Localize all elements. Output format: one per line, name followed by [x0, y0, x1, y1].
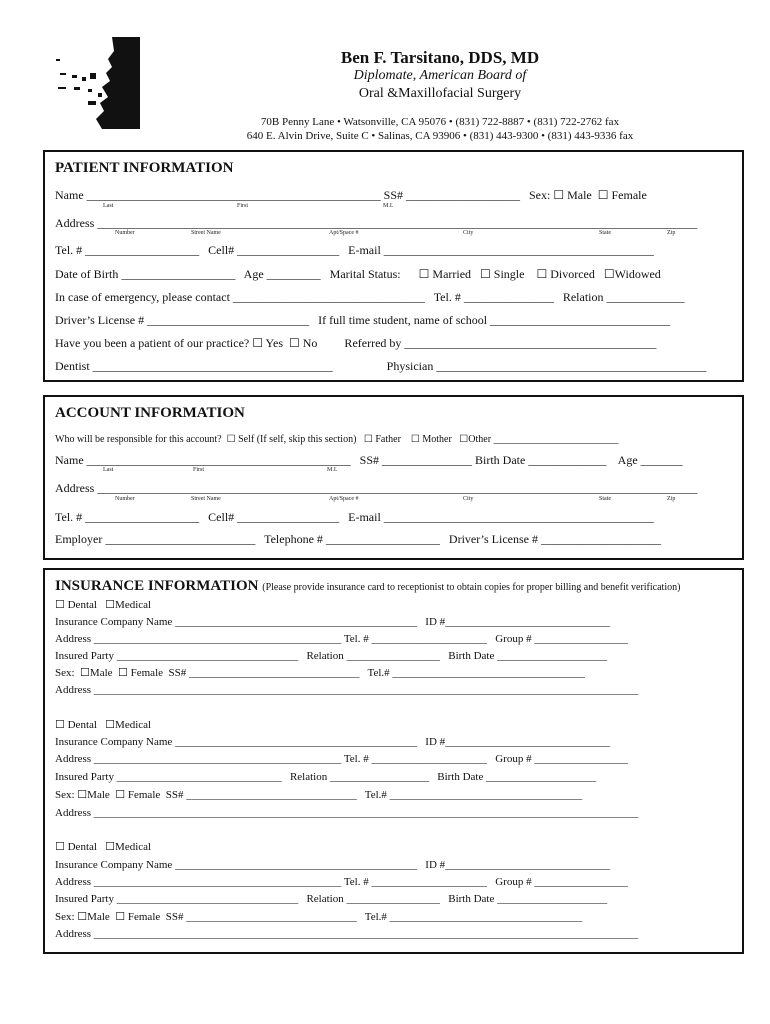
address-row[interactable]: Address _____________________________________________ Tel. # _____________________ Group # _________________ — [55, 633, 628, 645]
section-note: (Please provide insurance card to receptionist to obtain copies for proper billing and benefit verification) — [262, 582, 681, 593]
company-row[interactable]: Insurance Company Name ____________________________________________ ID #______________________________ — [55, 736, 611, 748]
dentist-row[interactable]: Dentist ________________________________________ Physician _____________________________________________ — [55, 359, 707, 373]
insured-party-row[interactable]: Insured Party _________________________________ Relation _________________ Birth Date ____________________ — [55, 893, 608, 905]
doctor-name: Ben F. Tarsitano, DDS, MD — [340, 48, 540, 67]
section-title-text: INSURANCE INFORMATION — [55, 578, 259, 594]
address-row[interactable]: Address ____________________________________________________________________________________________________ — [55, 481, 698, 495]
label-zip: Zip — [667, 496, 676, 502]
office-address-watsonville: 70B Penny Lane • Watsonville, CA 95076 • (831) 722-8887 • (831) 722-2762 fax — [260, 116, 620, 128]
address-row[interactable]: Address ___________________________________________________________________________________________________ — [55, 928, 639, 940]
label-city: City — [463, 230, 474, 236]
address-row[interactable]: Address ____________________________________________________________________________________________________ — [55, 216, 698, 230]
coverage-type-row[interactable]: ☐ Dental ☐Medical — [55, 719, 152, 731]
company-row[interactable]: Insurance Company Name ____________________________________________ ID #______________________________ — [55, 859, 611, 871]
coverage-type-row[interactable]: ☐ Dental ☐Medical — [55, 599, 152, 611]
label-street-name: Street Name — [191, 230, 221, 236]
patient-information-section — [43, 150, 744, 382]
name-row[interactable]: Name ____________________________________________ SS# _______________ Birth Date _____________ Age _______ — [55, 453, 683, 467]
sex-row[interactable]: Sex: ☐Male ☐ Female SS# _______________________________ Tel.# ___________________________________ — [55, 789, 583, 801]
employer-row[interactable]: Employer _________________________ Telephone # ___________________ Driver’s License # ____________________ — [55, 532, 661, 546]
section-title: ACCOUNT INFORMATION — [55, 405, 245, 421]
label-first: First — [193, 467, 205, 473]
section-title: PATIENT INFORMATION — [55, 160, 234, 176]
previous-patient-row[interactable]: Have you been a patient of our practice? ☐ Yes ☐ No Referred by __________________________________________ — [55, 336, 657, 350]
emergency-row[interactable]: In case of emergency, please contact ________________________________ Tel. # _______________ Relation _____________ — [55, 290, 685, 304]
label-last: Last — [103, 203, 114, 209]
label-street-name: Street Name — [191, 496, 221, 502]
label-mi: M.I. — [327, 467, 338, 473]
name-row[interactable]: Name _________________________________________________ SS# ___________________ Sex: ☐ Male ☐ Female — [55, 188, 647, 202]
sex-row[interactable]: Sex: ☐Male ☐ Female SS# _______________________________ Tel.# ___________________________________ — [55, 911, 583, 923]
label-zip: Zip — [667, 230, 676, 236]
address-row[interactable]: Address _____________________________________________ Tel. # _____________________ Group # _________________ — [55, 753, 628, 765]
account-information-section — [43, 395, 744, 560]
label-apt: Apt/Space # — [329, 230, 359, 236]
license-row[interactable]: Driver’s License # ___________________________ If full time student, name of school ______________________________ — [55, 313, 671, 327]
contact-row[interactable]: Tel. # ___________________ Cell# _________________ E-mail _____________________________________________ — [55, 510, 654, 524]
specialty: Oral &Maxillofacial Surgery — [358, 86, 522, 101]
insurance-information-section — [43, 568, 744, 954]
address-row[interactable]: Address ___________________________________________________________________________________________________ — [55, 807, 639, 819]
section-title — [55, 578, 680, 595]
address-row[interactable]: Address _____________________________________________ Tel. # _____________________ Group # _________________ — [55, 876, 628, 888]
label-first: First — [237, 203, 249, 209]
label-number: Number — [115, 496, 135, 502]
dob-row[interactable]: Date of Birth ___________________ Age _________ Marital Status: ☐ Married ☐ Single ☐ Divorced ☐Widowed — [55, 267, 661, 281]
label-number: Number — [115, 230, 135, 236]
label-last: Last — [103, 467, 114, 473]
sex-row[interactable]: Sex: ☐Male ☐ Female SS# _______________________________ Tel.# ___________________________________ — [55, 667, 585, 679]
label-state: State — [599, 496, 611, 502]
label-apt: Apt/Space # — [329, 496, 359, 502]
label-city: City — [463, 496, 474, 502]
contact-row[interactable]: Tel. # ___________________ Cell# _________________ E-mail _____________________________________________ — [55, 243, 654, 257]
insured-party-row[interactable]: Insured Party ______________________________ Relation __________________ Birth Date ____________________ — [55, 771, 597, 783]
board-credential: Diplomate, American Board of — [353, 68, 527, 83]
practice-logo — [52, 37, 140, 129]
address-row[interactable]: Address ___________________________________________________________________________________________________ — [55, 684, 639, 696]
label-mi: M.I. — [383, 203, 394, 209]
insured-party-row[interactable]: Insured Party _________________________________ Relation _________________ Birth Date ____________________ — [55, 650, 608, 662]
company-row[interactable]: Insurance Company Name ____________________________________________ ID #______________________________ — [55, 616, 611, 628]
office-address-salinas: 640 E. Alvin Drive, Suite C • Salinas, CA 93906 • (831) 443-9300 • (831) 443-9336 fax — [246, 130, 634, 142]
label-state: State — [599, 230, 611, 236]
responsible-party-row[interactable]: Who will be responsible for this account? ☐ Self (If self, skip this section) ☐ Father ☐ Mother ☐Other _________________________ — [55, 434, 619, 445]
coverage-type-row[interactable]: ☐ Dental ☐Medical — [55, 841, 152, 853]
